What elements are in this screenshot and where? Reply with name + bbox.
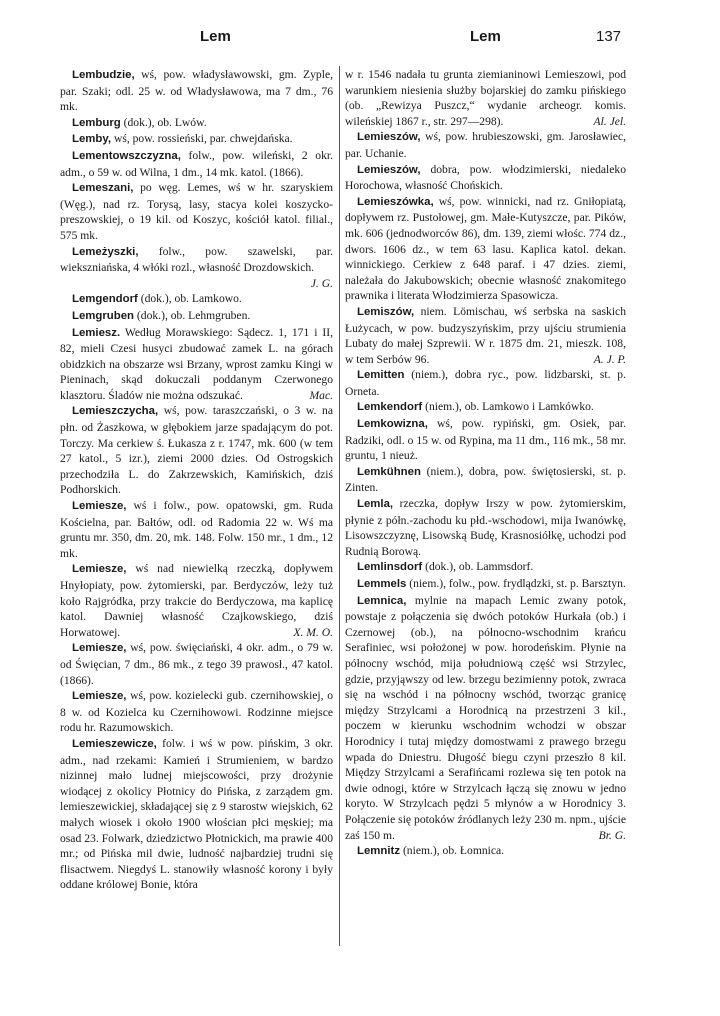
entry-text: (dok.), ob. Lammsdorf. <box>422 560 534 574</box>
entry-text: folw., pow. szawelski, par. wiekszniańska, 4 włóki rozl., własność Drozdowskich. <box>60 244 333 275</box>
entry-headword: Lemieszów, <box>357 163 421 176</box>
entry-headword: Lemla, <box>357 498 394 511</box>
running-header <box>0 28 720 54</box>
dictionary-entry <box>60 688 333 736</box>
entry-text: (dok.), ob. Lehmgruben. <box>134 308 251 322</box>
dictionary-entry <box>345 162 626 194</box>
entry-headword: Lemeszani, <box>72 182 134 195</box>
dictionary-entry <box>345 559 626 576</box>
dictionary-entry <box>60 736 333 893</box>
header-left-keyword: Lem <box>200 28 231 45</box>
entry-text: wś, pow. rossieński, par. chwejdańska. <box>111 132 293 146</box>
dictionary-entry <box>60 115 333 132</box>
entry-text: (dok.), ob. Lamkowo. <box>137 292 242 306</box>
entry-text: wś, pow. hrubieszowski, gm. Jarosławiec, par. Uchanie. <box>345 130 626 160</box>
entry-headword: Lemiesz. <box>72 326 121 339</box>
entry-headword: Lemiesze, <box>72 642 127 655</box>
entry-headword: Lemiesze, <box>72 500 127 513</box>
entry-headword: Lemieszewicze, <box>72 737 157 750</box>
dictionary-entry <box>60 148 333 180</box>
entry-headword: Lemby, <box>72 133 112 146</box>
entry-text: folw. i wś w pow. pińskim, 3 okr. adm., nad rzekami: Kamień i Strumieniem, w bardzo nizinnej mało ludnej miejscowości, przy drożynie wiodącej z okolicy Płotnicy do Pińska, z zarządem gm. lemieszewickiej, składającej się z 9 starostw wiejskich, 62 małych wiosek i około 1900 włościan płci męskiej; ma osad 23. Folwark, dziedzictwo Płotnickich, ma prawie 400 mr.; od Pińska mil dwie, ludność najbardziej trudni się flisactwem. Niegdyś L. stanowiły własność korony i były oddane królowej Bonie, która <box>60 736 333 892</box>
entry-signature: A. J. P. <box>593 352 626 366</box>
entry-signature: Mac. <box>309 388 333 402</box>
dictionary-entry <box>345 367 626 399</box>
entry-text: wś, pow. kozielecki gub. czernihowskiej, o 8 w. od Kozielca ku Czernihowowi. Rodzinne miejsce rodu hr. Razumowskich. <box>60 689 333 735</box>
entry-text: w r. 1546 nadała tu grunta ziemianinowi Lemieszowi, pod warunkiem niesienia służby bojarskiej do zamku pińskiego (ob. „Rewizya Puszcz,“ wydanie archeogr. komis. wileńskiej 1867 r., str. 297—298). <box>345 68 626 128</box>
dictionary-entry <box>60 561 333 640</box>
dictionary-entry <box>345 416 626 464</box>
dictionary-entry <box>345 843 626 860</box>
left-column <box>60 67 333 893</box>
dictionary-entry <box>60 325 333 404</box>
dictionary-entry <box>60 131 333 148</box>
header-right-keyword: Lem <box>470 28 501 45</box>
entry-headword: Lemburg <box>72 116 121 129</box>
dictionary-entry <box>345 496 626 559</box>
dictionary-entry <box>345 194 626 304</box>
entry-text: niem. Lömischau, wś serbska na saskich Łużycach, w pow. budzyszyńskim, przy ujściu strumienia Lubaty do małej Szprewii. W r. 1875 dm. 21, mieszk. 108, w tem Serbów 96. <box>345 304 626 366</box>
entry-text: wś, pow. winnicki, nad rz. Gniłopiatą, dopływem rz. Pustołowej, gm. Małe-Kutyszcze, par. Pików, mk. 606 (jednodworców 86), dm. 139, ziemi włośc. 774 dz., dwors. 1606 dz., w tem 63 lasu. Kaplica katol. dekan. winnickiego. Cerkiew z 648 paraf. i 47 dzies. ziemi, należała do Jakubowskich; obecnie własność znakomitego prawnika i literata Włodzimierza Spasowicza. <box>345 194 626 303</box>
entry-signature: J. G. <box>310 276 333 290</box>
entry-text: (niem.), ob. Łomnica. <box>400 844 505 858</box>
entry-headword: Lemlinsdorf <box>357 561 423 574</box>
entry-text: (dok.), ob. Lwów. <box>120 115 207 129</box>
dictionary-entry <box>60 244 333 292</box>
entry-headword: Lemieszów, <box>357 131 421 144</box>
dictionary-entry <box>60 498 333 561</box>
entry-text: Według Morawskiego: Sądecz. 1, 171 i II, 82, mieli Czesi husyci zbudować zamek L. na górach obidzkich na obszarze wsi Brzany, wprost zamku Kingi w Pieninach, skąd dokuczali poddanym Czerwonego klasztoru. Śladów nie można odszukać. <box>60 325 333 402</box>
dictionary-entry <box>60 180 333 243</box>
dictionary-entry <box>60 403 333 498</box>
right-column <box>345 67 626 860</box>
entry-headword: Lemnica, <box>357 594 407 607</box>
entry-text: wś, pow. święciański, 4 okr. adm., o 79 w. od Święcian, 7 dm., 86 mk., z tego 39 prawosł., 47 katol. (1866). <box>60 641 333 687</box>
entry-headword: Lemnitz <box>357 845 401 858</box>
dictionary-entry <box>345 67 626 129</box>
entry-headword: Lemmels <box>357 578 407 590</box>
entry-headword: Lemieszówka, <box>357 195 434 208</box>
dictionary-entry <box>345 129 626 161</box>
dictionary-entry <box>345 304 626 367</box>
entry-text: wś nad niewielką rzeczką, dopływem Hnyłopiaty, pow. żytomierski, par. Berdyczów, leży tuż koło Rajgródka, przy trakcie do Berdyczowa, ma kaplicę katol. Dawniej własność Czajkowskiego, dziś Horwatowej. <box>60 562 333 639</box>
entry-text: (niem.), folw., pow. frydlądzki, st. p. Barsztyn. <box>406 577 626 590</box>
entry-text: wś, pow. rypiński, gm. Osiek, par. Radziki, odl. o 15 w. od Rypina, ma 11 dm., 116 mk., 58 mr. gruntu, 1 nieuż. <box>345 417 626 463</box>
entry-text: dobra, pow. włodzimierski, niedaleko Horochowa, własność Chońskich. <box>345 162 626 193</box>
entry-headword: Lemkowizna, <box>357 418 428 431</box>
entry-signature: Br. G. <box>598 828 626 842</box>
entry-text: rzeczka, dopływ Irszy w pow. żytomierskim, płynie z półn.-zachodu ku płd.-wschodowi, mija Iwanówkę, Lisowszczyznę, Lisowską Budę, Krasnosiółkę, uchodzi pod Rudnią Borową. <box>345 497 626 558</box>
entry-text: (niem.), dobra, pow. świętosierski, st. p. Zinten. <box>345 464 626 495</box>
entry-text: wś i folw., pow. opatowski, gm. Ruda Kościelna, par. Bałtów, odl. od Radomia 22 w. Wś ma gruntu mr. 350, dm. 20, mk. 148. Folw. 150 mr., 1 dm., 12 mk. <box>60 499 333 560</box>
entry-headword: Lemiesze, <box>72 563 127 576</box>
entry-headword: Lemieszczycha, <box>72 405 159 418</box>
dictionary-entry <box>345 576 626 593</box>
dictionary-entry <box>345 593 626 844</box>
entry-text: mylnie na mapach Lemic zwany potok, powstaje z połączenia się dwóch potoków Hurkała (ob.) i Czernowej (ob.), na północno-wschodnim krańcu Serafiniec, wsi położonej w pow. horodeńskim. Płynie na północny wschód, mija południową część wsi Strzylec, gdzie, przyjąwszy od lew. brzegu bezimienny potok, zwraca się na wschód i na północny wschód, tworząc granicę między Strzylcami a Horodnicą na przestrzeni 3 kil., poczem w kierunku wschodnim wchodzi w obszar Horodnicy i tutaj między domostwami z prawego brzegu wpada do Dniestru. Długość biegu czyni przeszło 8 kil. Między Strzylcami a Serafińcami rozlewa się ten potok na dwie odnogi, które w Strzylcach łączą się znowu w jedno koryto. W Strzylcach pędzi 5 młynów a w Horodnicy 3. Połączenie się potoków źródlanych leży 230 m. npm., ujście zaś 150 m. <box>345 593 626 842</box>
entry-text: po węg. Lemes, wś w hr. szaryskiem (Węg.), nad rz. Torysą, lasy, stacya kolei koszycko-preszowskiej, o 19 kil. od Koszyc, kościół katol. filial., 575 mk. <box>60 181 333 242</box>
dictionary-entry <box>60 67 333 115</box>
entry-headword: Lemiszów, <box>357 305 415 318</box>
entry-signature: X. M. O. <box>293 625 333 639</box>
dictionary-entry <box>60 308 333 325</box>
dictionary-entry <box>60 640 333 688</box>
entry-headword: Lemgruben <box>72 309 135 322</box>
dictionary-entry <box>60 291 333 308</box>
page-number: 137 <box>596 28 622 45</box>
entry-text: wś, pow. taraszczański, o 3 w. na płn. od Żaszkowa, w głębokiem jarze spadającym do pot. Torczy. Ma cerkiew ś. Łukasza z r. 1747, mk. 600 (w tem 27 katol., 5 izr.), ziemi 2000 dzies. Od Ostrogskich przechodziła L. do Zakrzewskich, Kamińskich, dziś Podhorskich. <box>60 404 333 497</box>
entry-headword: Lemitten <box>357 369 405 382</box>
column-divider <box>339 66 340 946</box>
entry-headword: Lembudzie, <box>72 69 135 81</box>
dictionary-entry <box>345 464 626 496</box>
entry-headword: Lemkühnen <box>357 465 421 478</box>
dictionary-entry <box>345 399 626 416</box>
entry-headword: Lemeżyszki, <box>72 245 139 258</box>
entry-text: folw., pow. wileński, 2 okr. adm., o 59 w. od Wilna, 1 dm., 14 mk. katol. (1866). <box>60 148 333 179</box>
entry-headword: Lemkendorf <box>357 401 423 414</box>
entry-text: (niem.), ob. Lamkowo i Lamkówko. <box>422 400 594 414</box>
entry-headword: Lemgendorf <box>72 293 138 306</box>
entry-signature: Al. Jel. <box>593 114 626 128</box>
entry-headword: Lemiesze, <box>72 690 127 703</box>
entry-text: (niem.), dobra ryc., pow. lidzbarski, st. p. Orneta. <box>345 368 626 398</box>
entry-text: wś, pow. władysławowski, gm. Zyple, par. Szaki; odl. 25 w. od Władysławowa, ma 7 dm., 76 mk. <box>60 68 333 114</box>
entry-headword: Lementowszczyzna, <box>72 149 181 162</box>
